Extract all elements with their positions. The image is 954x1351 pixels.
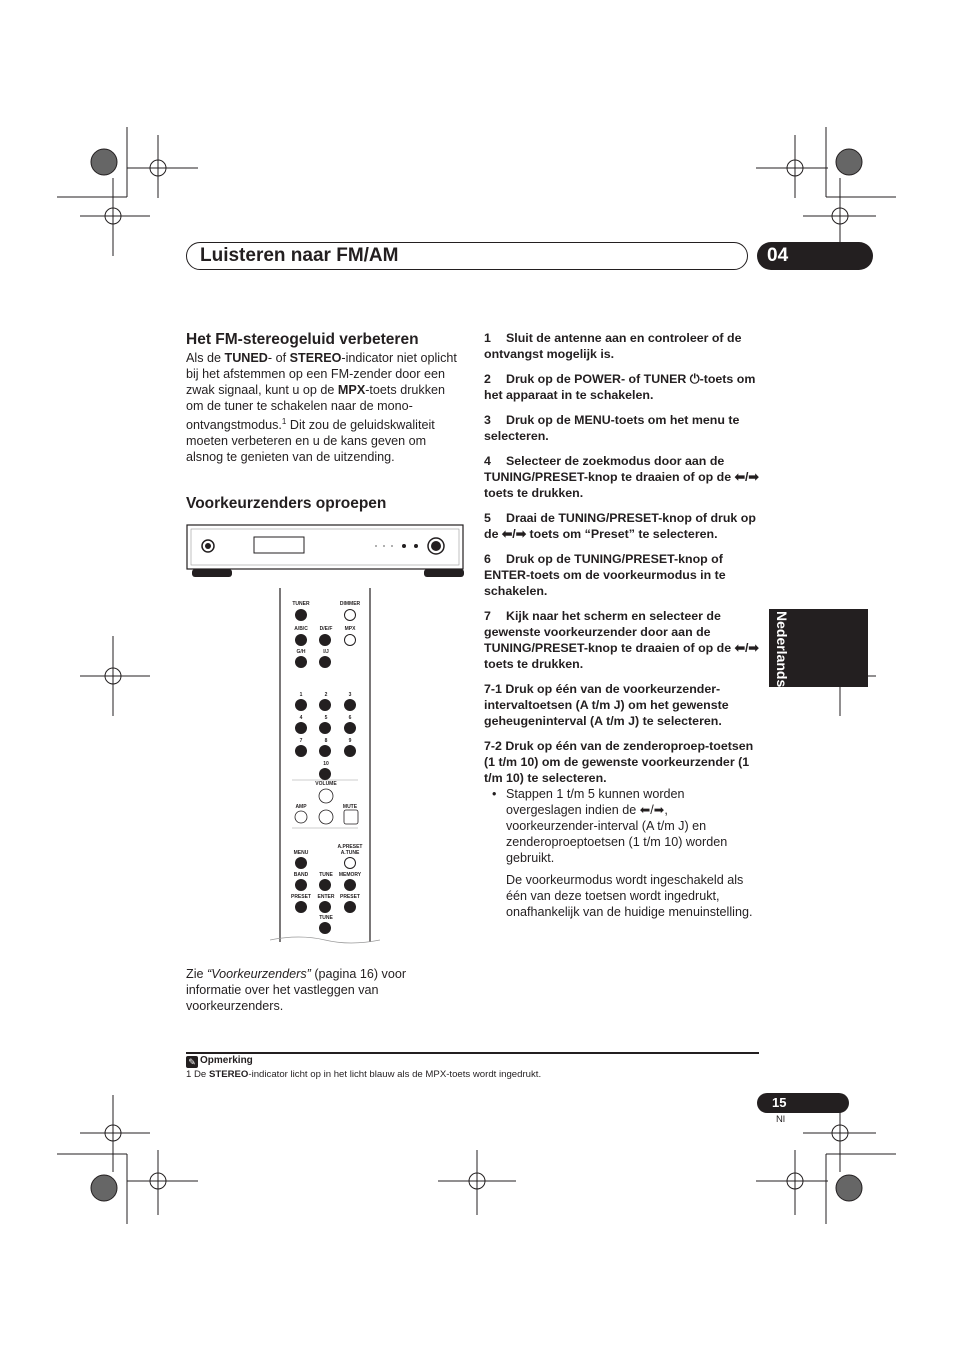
remote-label-tuner: TUNER [292, 601, 310, 607]
section-title: Het FM-stereogeluid verbeteren [186, 331, 419, 348]
substep-7-1: 7-1 Druk op één van de voorkeurzender-intervaltoetsen (A t/m J) om het gewenste geheugeninterval (A t/m J) te selecteren. [484, 682, 729, 728]
step-text: Druk op de TUNING/PRESET-knop of ENTER-toets om de voorkeurmodus in te schakelen. [484, 552, 726, 598]
text: - of [267, 351, 290, 365]
note-icon: ✎ [186, 1056, 198, 1068]
remote-label-gh: G/H [296, 649, 306, 655]
tune-down-button[interactable] [319, 922, 331, 934]
note-paragraph: De voorkeurmodus wordt ingeschakeld als één van deze toetsen wordt ingedrukt, onafhankelijk van de huidige menuinstelling. [506, 873, 753, 919]
menu-button[interactable] [295, 857, 307, 869]
page-language: Nl [776, 1114, 785, 1125]
page-number: 15 [772, 1095, 787, 1110]
dimmer-button[interactable] [344, 609, 356, 621]
number-4-button[interactable] [295, 722, 307, 734]
memory-button[interactable] [344, 879, 356, 891]
step-text: Sluit de antenne aan en controleer of de ontvangst mogelijk is. [484, 331, 742, 361]
step-3 [484, 412, 759, 444]
step-text: Druk op de MENU-toets om het menu te selecteren. [484, 413, 740, 443]
step-1 [484, 330, 759, 362]
remote-label-7: 7 [299, 738, 303, 744]
apreset-button[interactable] [344, 857, 356, 869]
remote-label-tune-up: TUNE [319, 872, 333, 878]
remote-label-3: 3 [348, 692, 352, 698]
remote-label-1: 1 [299, 692, 303, 698]
step-text: Kijk naar het scherm en selecteer de gewenste voorkeurzender door aan de TUNING/PRESET-knop te draaien of op de ⬅/➡ toets te drukken. [484, 609, 759, 671]
step-number: 5 [484, 511, 491, 525]
section-title-presets: Voorkeurzenders oproepen [186, 495, 387, 512]
footnote-text [186, 1069, 541, 1080]
step-number: 6 [484, 552, 491, 566]
preset-right-button[interactable] [344, 901, 356, 913]
chapter-number: 04 [767, 245, 789, 266]
step-text: Draai de TUNING/PRESET-knop of druk op de ⬅/➡ toets om “Preset” te selecteren. [484, 511, 756, 541]
language-side-label: Nederlands [774, 611, 790, 688]
number-8-button[interactable] [319, 745, 331, 757]
remote-label-abc: A/B/C [294, 626, 308, 632]
text: -indicator licht op in het licht blauw als de MPX-toets wordt ingedrukt. [248, 1069, 542, 1080]
text: 1 De [186, 1069, 209, 1080]
remote-label-band: BAND [293, 872, 309, 878]
text: (pagina 16) voor informatie over het vastleggen van voorkeurzenders. [186, 967, 407, 1013]
remote-label-4: 4 [299, 715, 303, 721]
number-2-button[interactable] [319, 699, 331, 711]
bullet-icon: • [492, 787, 497, 801]
step-6 [484, 551, 759, 599]
step-7 [484, 608, 759, 672]
text-bold: STEREO [208, 1069, 249, 1080]
step-4 [484, 453, 759, 501]
remote-label-enter: ENTER [317, 894, 335, 900]
remote-label-apreset: A.PRESET A.TUNE [337, 844, 363, 856]
remote-label-6: 6 [348, 715, 352, 721]
see-also-text [186, 966, 426, 1014]
preset-left-button[interactable] [295, 901, 307, 913]
remote-label-9: 9 [348, 738, 352, 744]
section-body [186, 350, 462, 465]
instruction-steps [484, 330, 759, 920]
step-2 [484, 371, 759, 403]
remote-label-amp: AMP [295, 804, 307, 810]
number-1-button[interactable] [295, 699, 307, 711]
remote-label-menu: MENU [293, 850, 309, 856]
remote-label-10: 10 [323, 761, 329, 767]
tune-up-button[interactable] [319, 879, 331, 891]
bullet-text: Stappen 1 t/m 5 kunnen worden overgeslagen indien de ⬅/➡, voorkeurzender-interval (A t/m J) en zenderoproeptoetsen (1 t/m 10) worden gebruikt. [506, 787, 728, 865]
remote-label-5: 5 [324, 715, 328, 721]
remote-label-preset-right: PRESET [339, 894, 360, 900]
ij-button[interactable] [319, 656, 331, 668]
number-7-button[interactable] [295, 745, 307, 757]
def-button[interactable] [319, 634, 331, 646]
page-number-badge [757, 1093, 849, 1113]
number-3-button[interactable] [344, 699, 356, 711]
text-bold: STEREO [289, 351, 342, 365]
remote-label-8: 8 [324, 738, 328, 744]
text: Als de [186, 351, 225, 365]
step-text: Druk op de POWER- of TUNER ⏻-toets om het apparaat in te schakelen. [484, 372, 756, 402]
text-bold: MPX [337, 383, 366, 397]
front-panel-illustration [186, 524, 464, 582]
section-fm-stereo [186, 330, 462, 465]
number-10-button[interactable] [319, 768, 331, 780]
substep-7-2: 7-2 Druk op één van de zenderoproep-toetsen (1 t/m 10) om de gewenste voorkeurzender (1 t/m 10) te selecteren. [484, 739, 754, 785]
remote-label-2: 2 [324, 692, 328, 698]
remote-label-mute: MUTE [342, 804, 358, 810]
note-bullet [492, 786, 759, 866]
step-number: 1 [484, 331, 491, 345]
footnote-divider [186, 1052, 759, 1054]
number-6-button[interactable] [344, 722, 356, 734]
band-button[interactable] [295, 879, 307, 891]
text: -toets drukken om de tuner te schakelen naar de mono-ontvangstmodus. [186, 383, 446, 433]
remote-label-def: D/E/F [319, 626, 333, 632]
remote-control-illustration [270, 588, 380, 944]
step-number: 2 [484, 372, 491, 386]
enter-button[interactable] [319, 901, 331, 913]
remote-label-ij: I/J [323, 649, 329, 655]
step-number: 3 [484, 413, 491, 427]
text-bold: TUNED [224, 351, 268, 365]
step-number: 4 [484, 454, 491, 468]
text: Dit zou de geluidskwaliteit moeten verbeteren en u de kans geven om alsnog te genieten van de uitzending. [186, 418, 435, 465]
page-title: Luisteren naar FM/AM [200, 245, 399, 266]
number-5-button[interactable] [319, 722, 331, 734]
mpx-button[interactable] [344, 634, 356, 646]
remote-label-volume: VOLUME [315, 781, 337, 787]
footnote-ref[interactable]: 1 [281, 417, 287, 426]
footnote-heading: Opmerking [200, 1055, 253, 1066]
remote-label-preset-left: PRESET [290, 894, 311, 900]
number-9-button[interactable] [344, 745, 356, 757]
step-5 [484, 510, 759, 542]
abc-button[interactable] [295, 634, 307, 646]
text: Zie [186, 967, 207, 981]
text: -indicator niet oplicht bij het afstemmen op een FM-zender door een zwak signaal, kunt u op de [186, 351, 457, 397]
cross-reference-link[interactable]: “Voorkeurzenders” [207, 967, 311, 981]
tuner-power-button[interactable] [295, 609, 307, 621]
step-text: Selecteer de zoekmodus door aan de TUNING/PRESET-knop te draaien of op de ⬅/➡ toets te drukken. [484, 454, 759, 500]
step-number: 7 [484, 609, 491, 623]
gh-button[interactable] [295, 656, 307, 668]
remote-label-memory: MEMORY [338, 872, 362, 878]
remote-label-mpx: MPX [344, 626, 356, 632]
remote-label-tune-down: TUNE [319, 915, 333, 921]
remote-label-dimmer: DIMMER [339, 601, 361, 607]
